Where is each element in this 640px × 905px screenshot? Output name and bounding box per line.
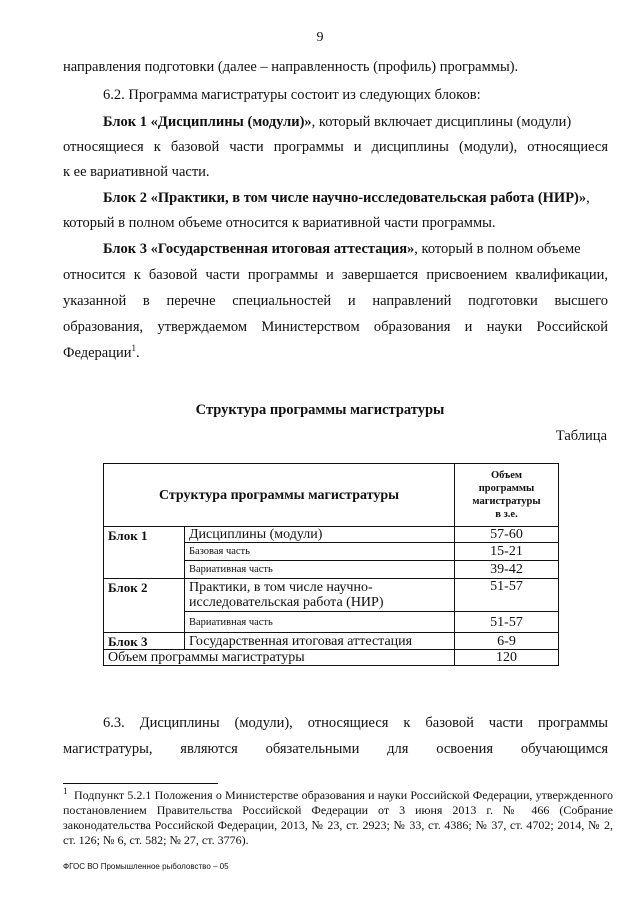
block-label: Блок 2	[104, 579, 185, 633]
paragraph-line	[63, 344, 140, 362]
part-name: Базовая часть	[185, 543, 455, 561]
header-volume-line: в з.е.	[495, 509, 518, 520]
paragraph-line	[103, 113, 571, 131]
total-label: Объем программы магистратуры	[104, 650, 455, 666]
paragraph-line: относится к базовой части программы и завершается присвоением квалификации,	[63, 267, 608, 283]
paragraph-text: , который в полном объеме	[414, 241, 581, 257]
part-name: Вариативная часть	[185, 561, 455, 579]
paragraph-line: магистратуры, являются обязательными для освоения обучающимся	[63, 741, 608, 757]
block3-heading: Блок 3 «Государственная итоговая аттестация»	[103, 241, 415, 257]
table-row	[104, 633, 559, 650]
footnote-text: Подпункт 5.2.1 Положения о Министерстве образования и науки Российской Федерации, утвержденного постановлением Правительства Российской Федерации от 3 июня 2013 г. № 466 (Собрание законодательства Российской Федерации, 2013, № 23, ст. 2923; № 33, ст. 4386; № 37, ст. 4702; 2014, № 2, ст. 126; № 6, ст. 582; № 27, ст. 3776).	[63, 788, 613, 847]
footnote-marker: 1	[63, 786, 68, 796]
paragraph-text: , который включает дисциплины (модули)	[311, 114, 572, 130]
paragraph-line: 6.2. Программа магистратуры состоит из следующих блоков:	[103, 87, 481, 103]
part-value: 51-57	[455, 612, 559, 633]
block-label: Блок 3	[104, 633, 185, 650]
total-value: 120	[455, 650, 559, 666]
paragraph-text: .	[135, 345, 140, 361]
block2-heading: Блок 2 «Практики, в том числе научно-исследовательская работа (НИР)»	[103, 190, 587, 206]
table-row	[104, 579, 559, 612]
table-label: Таблица	[555, 428, 607, 444]
paragraph-text: ,	[586, 190, 590, 206]
header-volume-line: магистратуры	[472, 496, 541, 507]
block-name: Дисциплины (модули)	[185, 527, 455, 543]
paragraph-line	[103, 240, 581, 258]
footnote-divider	[63, 783, 218, 784]
table-row	[104, 527, 559, 543]
footnote-ref: 1	[131, 343, 136, 354]
paragraph-line: относящиеся к базовой части программы и дисциплины (модули), относящиеся	[63, 139, 608, 155]
table-title: Структура программы магистратуры	[195, 402, 445, 418]
page-footer: ФГОС ВО Промышленное рыболовство – 05	[63, 862, 229, 871]
program-structure-table	[103, 463, 559, 666]
part-name: Вариативная часть	[185, 612, 455, 633]
page-number: 9	[316, 30, 324, 45]
part-value: 39-42	[455, 561, 559, 579]
block-label: Блок 1	[104, 527, 185, 579]
block-name: Практики, в том числе научно-исследовательская работа (НИР)	[185, 579, 455, 612]
block-name: Государственная итоговая аттестация	[185, 633, 455, 650]
paragraph-line: указанной в перечне специальностей и направлений подготовки высшего	[63, 293, 608, 309]
table-total-row	[104, 650, 559, 666]
block-value: 6-9	[455, 633, 559, 650]
paragraph-line	[103, 189, 590, 207]
header-structure: Структура программы магистратуры	[104, 464, 455, 527]
paragraph-line: 6.3. Дисциплины (модули), относящиеся к базовой части программы	[103, 715, 608, 731]
header-volume-line: программы	[478, 483, 535, 494]
footnote	[63, 788, 613, 848]
paragraph-line: образования, утверждаемом Министерством образования и науки Российской	[63, 319, 608, 335]
header-volume	[455, 464, 559, 527]
paragraph-line: направления подготовки (далее – направленность (профиль) программы).	[63, 59, 519, 75]
block-value: 57-60	[455, 527, 559, 543]
header-volume-line: Объем	[490, 470, 523, 481]
block1-heading: Блок 1 «Дисциплины (модули)»	[103, 114, 312, 130]
paragraph-line: который в полном объеме относится к вариативной части программы.	[63, 215, 496, 231]
paragraph-text: Федерации	[63, 345, 132, 361]
table-header-row	[104, 464, 559, 527]
block-value: 51-57	[455, 579, 559, 612]
footnote-content	[63, 788, 613, 848]
part-value: 15-21	[455, 543, 559, 561]
paragraph-line: к ее вариативной части.	[63, 164, 210, 180]
